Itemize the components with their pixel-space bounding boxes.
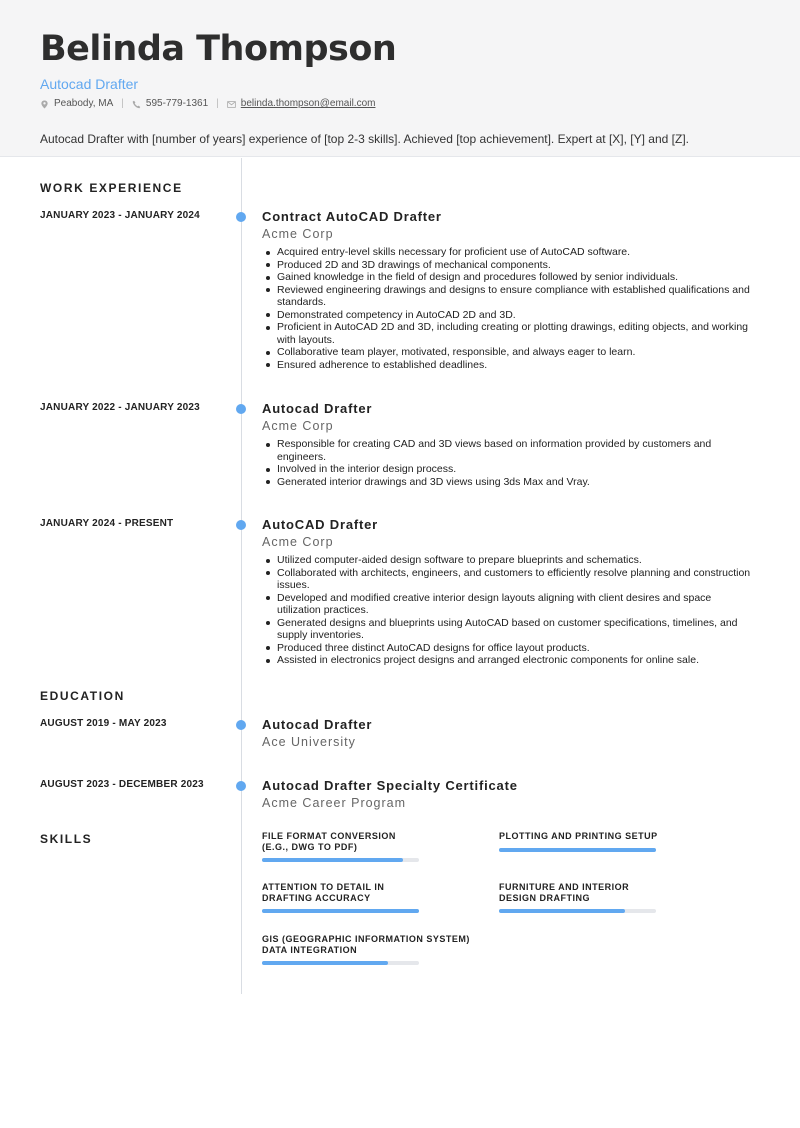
bullet-item: Reviewed engineering drawings and designs to ensure compliance with established qualifications and standards. (277, 284, 752, 309)
bullet-item: Produced three distinct AutoCAD designs for office layout products. (277, 642, 752, 655)
bullet-item: Collaborated with architects, engineers, and customers to efficiently resolve planning and construction issues. (277, 566, 751, 591)
timeline-dot (236, 212, 246, 222)
bullet-list (262, 246, 752, 371)
summary-text: Autocad Drafter with [number of years] experience of [top 2-3 skills]. Achieved [top achievement]. Expert at [X], [Y] and [Z]. (40, 132, 689, 146)
skill-bar-fill (499, 848, 656, 852)
skill-bar (499, 909, 656, 913)
entry-title: Autocad Drafter (262, 401, 373, 416)
skill-bar-fill (262, 961, 388, 965)
bullet-item: Generated interior drawings and 3D views using 3ds Max and Vray. (277, 476, 752, 489)
bullet-item: Responsible for creating CAD and 3D views based on information provided by customers and engineers. (277, 438, 752, 463)
entry-date: AUGUST 2019 - MAY 2023 (40, 718, 167, 729)
skill-bar-fill (262, 909, 419, 913)
entry-body (262, 209, 752, 371)
timeline-dot (236, 520, 246, 530)
entry-date: JANUARY 2022 - JANUARY 2023 (40, 402, 200, 413)
bullet-item: Generated designs and blueprints using AutoCAD based on customer specifications, timelines, and supply inventories. (277, 617, 752, 642)
bullet-item: Developed and modified creative interior design layouts aligning with client desires and space utilization practices. (277, 592, 752, 617)
contact-location (40, 98, 113, 110)
entry-organization: Acme Corp (262, 419, 334, 433)
bullet-item: Gained knowledge in the field of design and procedures followed by senior individuals. (277, 271, 752, 284)
bullet-item: Proficient in AutoCAD 2D and 3D, including creating or plotting drawings, editing objects, and working with layouts. (277, 321, 752, 346)
skill-bar-fill (262, 858, 403, 862)
job-title: Autocad Drafter (40, 76, 139, 92)
entry-title: AutoCAD Drafter (262, 517, 378, 532)
entry-title: Autocad Drafter Specialty Certificate (262, 778, 518, 793)
skill-name: FILE FORMAT CONVERSION (E.G., DWG TO PDF) (262, 831, 396, 852)
location-pin-icon (40, 100, 49, 109)
skill-item (262, 831, 422, 853)
skill-bar (262, 961, 419, 965)
bullet-item: Acquired entry-level skills necessary for proficient use of AutoCAD software. (277, 246, 752, 259)
entry-body (262, 717, 752, 750)
entry-date: AUGUST 2023 - DECEMBER 2023 (40, 779, 204, 790)
section-title-skills: SKILLS (40, 832, 93, 846)
entry-body (262, 401, 752, 488)
section-title-education: EDUCATION (40, 689, 125, 703)
contact-separator: | (121, 98, 124, 109)
section-title-work: WORK EXPERIENCE (40, 181, 183, 195)
skill-bar (262, 909, 419, 913)
entry-body (262, 778, 752, 811)
bullet-item: Produced 2D and 3D drawings of mechanical components. (277, 259, 752, 272)
bullet-list (262, 554, 752, 667)
entry-title: Autocad Drafter (262, 717, 373, 732)
skill-name: PLOTTING AND PRINTING SETUP (499, 831, 658, 841)
skill-name: FURNITURE AND INTERIOR DESIGN DRAFTING (499, 882, 630, 903)
skill-bar-fill (499, 909, 625, 913)
bullet-item: Involved in the interior design process. (277, 463, 752, 476)
entry-organization: Acme Career Program (262, 796, 407, 810)
email-link[interactable]: belinda.thompson@email.com (240, 98, 376, 109)
location-text: Peabody, MA (54, 98, 114, 109)
bullet-item: Utilized computer-aided design software to prepare blueprints and schematics. (277, 554, 752, 567)
entry-body (262, 517, 752, 667)
contact-email[interactable] (227, 98, 376, 110)
timeline-dot (236, 404, 246, 414)
entry-organization: Acme Corp (262, 227, 334, 241)
skill-bar (499, 848, 656, 852)
bullet-list (262, 438, 752, 488)
entry-date: JANUARY 2024 - PRESENT (40, 518, 174, 529)
phone-text: 595-779-1361 (145, 98, 209, 109)
bullet-item: Collaborative team player, motivated, responsible, and always eager to learn. (277, 346, 752, 359)
timeline-dot (236, 781, 246, 791)
contact-phone (132, 98, 208, 110)
timeline-dot (236, 720, 246, 730)
phone-icon (132, 100, 141, 109)
entry-date: JANUARY 2023 - JANUARY 2024 (40, 210, 200, 221)
entry-organization: Acme Corp (262, 535, 334, 549)
skill-name: ATTENTION TO DETAIL IN DRAFTING ACCURACY (262, 882, 385, 903)
skill-item (262, 882, 422, 904)
entry-title: Contract AutoCAD Drafter (262, 209, 442, 224)
skill-name: GIS (GEOGRAPHIC INFORMATION SYSTEM) DATA INTEGRATION (262, 934, 470, 955)
candidate-name: Belinda Thompson (40, 29, 397, 69)
timeline-line (241, 158, 242, 994)
skill-bar (262, 858, 419, 862)
skill-item (262, 934, 482, 956)
entry-organization: Ace University (262, 735, 356, 749)
contact-separator: | (216, 98, 219, 109)
bullet-item: Demonstrated competency in AutoCAD 2D and 3D. (277, 309, 752, 322)
skill-item (499, 882, 659, 904)
bullet-item: Assisted in electronics project designs and arranged electronic components for online sale. (277, 654, 752, 667)
bullet-item: Ensured adherence to established deadlines. (277, 359, 752, 372)
contact-row (40, 98, 760, 110)
skill-item (499, 831, 659, 842)
resume-header (0, 0, 800, 157)
mail-icon (227, 100, 236, 109)
